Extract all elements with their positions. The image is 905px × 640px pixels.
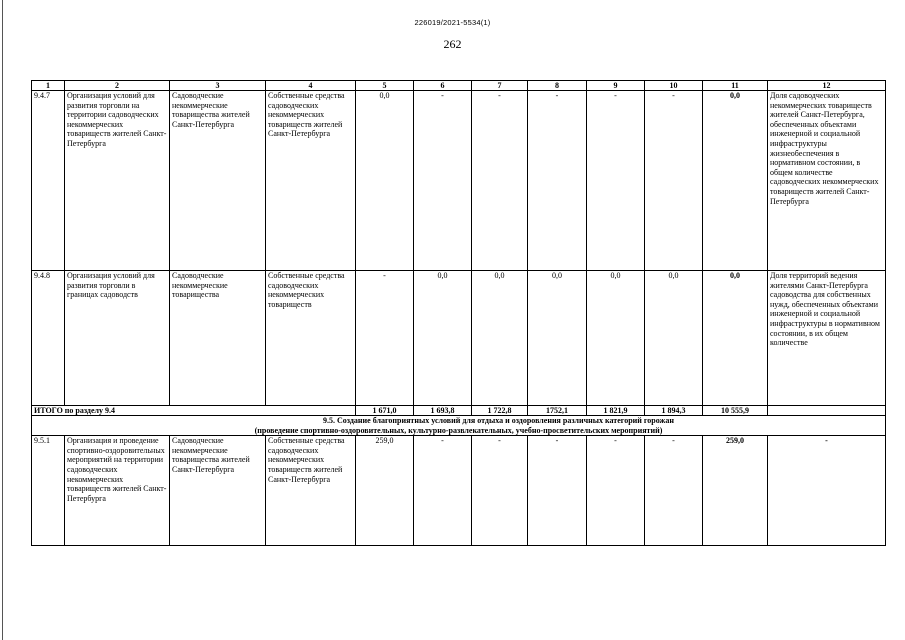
column-number-row [32,81,886,91]
program-table [31,80,886,546]
column-header: 9 [587,81,645,91]
year-value: - [587,436,645,546]
column-header: 8 [528,81,587,91]
page-number: 262 [443,37,462,51]
year-value: - [356,271,414,406]
year-value: 259,0 [356,436,414,546]
year-value: - [645,91,703,271]
row-code: 9.4.7 [32,91,65,271]
column-header: 2 [65,81,170,91]
table-row [32,271,886,406]
document-id: 226019/2021-5534(1) [414,18,491,27]
year-value: - [587,91,645,271]
year-value: - [472,436,528,546]
funding-source: Собственные средства садоводческих некоммерческих товариществ жителей Санкт-Петербурга [266,436,356,546]
column-header: 6 [414,81,472,91]
total-grand-value: 10 555,9 [703,406,768,416]
section-heading-row [32,416,886,436]
executor: Садоводческие некоммерческие товарищества жителей Санкт-Петербурга [170,436,266,546]
year-value: - [414,436,472,546]
column-header: 10 [645,81,703,91]
year-value: 0,0 [587,271,645,406]
row-code: 9.4.8 [32,271,65,406]
year-value: - [472,91,528,271]
column-header: 4 [266,81,356,91]
total-year-value: 1 894,3 [645,406,703,416]
scan-edge-line [2,0,3,640]
year-value: - [414,91,472,271]
total-year-value: 1 722,8 [472,406,528,416]
year-value: 0,0 [472,271,528,406]
activity-name: Организация условий для развития торговли в границах садоводств [65,271,170,406]
table-row [32,91,886,271]
indicator: - [768,436,886,546]
row-total: 0,0 [703,91,768,271]
row-code: 9.5.1 [32,436,65,546]
table-row [32,436,886,546]
row-total: 0,0 [703,271,768,406]
total-year-value: 1 821,9 [587,406,645,416]
section-title: 9.5. Создание благоприятных условий для отдыха и оздоровления различных категорий горожан [323,416,674,425]
executor: Садоводческие некоммерческие товарищества жителей Санкт-Петербурга [170,91,266,271]
year-value: 0,0 [356,91,414,271]
activity-name: Организация условий для развития торговли на территории садоводческих некоммерческих товариществ жителей Санкт-Петербурга [65,91,170,271]
total-year-value: 1 693,8 [414,406,472,416]
funding-source: Собственные средства садоводческих некоммерческих товариществ жителей Санкт-Петербурга [266,91,356,271]
column-header: 11 [703,81,768,91]
year-value: - [528,91,587,271]
indicator: Доля территорий ведения жителями Санкт-Петербурга садоводства для собственных нужд, обеспеченных объектами инженерной и социальной инфраструктуры в нормативном состоянии, в их общем количестве [768,271,886,406]
column-header: 5 [356,81,414,91]
section-subtitle: (проведение спортивно-оздоровительных, культурно-развлекательных, учебно-просветительских мероприятий) [254,425,663,435]
executor: Садоводческие некоммерческие товарищества [170,271,266,406]
year-value: 0,0 [528,271,587,406]
row-total: 259,0 [703,436,768,546]
year-value: - [528,436,587,546]
year-value: 0,0 [645,271,703,406]
total-indicator-empty [768,406,886,416]
total-year-value: 1 671,0 [356,406,414,416]
total-year-value: 1752,1 [528,406,587,416]
column-header: 7 [472,81,528,91]
section-heading [32,416,886,436]
column-header: 3 [170,81,266,91]
section-total-row [32,406,886,416]
year-value: - [645,436,703,546]
funding-source: Собственные средства садоводческих некоммерческих товариществ [266,271,356,406]
indicator: Доля садоводческих некоммерческих товариществ жителей Санкт-Петербурга, обеспеченных объектами инженерной и социальной инфраструктуры жизнеобеспечения в нормативном состоянии, в общем количестве садоводческих некоммерческих товариществ жителей Санкт-Петербурга [768,91,886,271]
column-header: 1 [32,81,65,91]
total-label: ИТОГО по разделу 9.4 [32,406,356,416]
column-header: 12 [768,81,886,91]
year-value: 0,0 [414,271,472,406]
activity-name: Организация и проведение спортивно-оздоровительных мероприятий на территории садоводческих некоммерческих товариществ жителей Санкт-Петербурга [65,436,170,546]
